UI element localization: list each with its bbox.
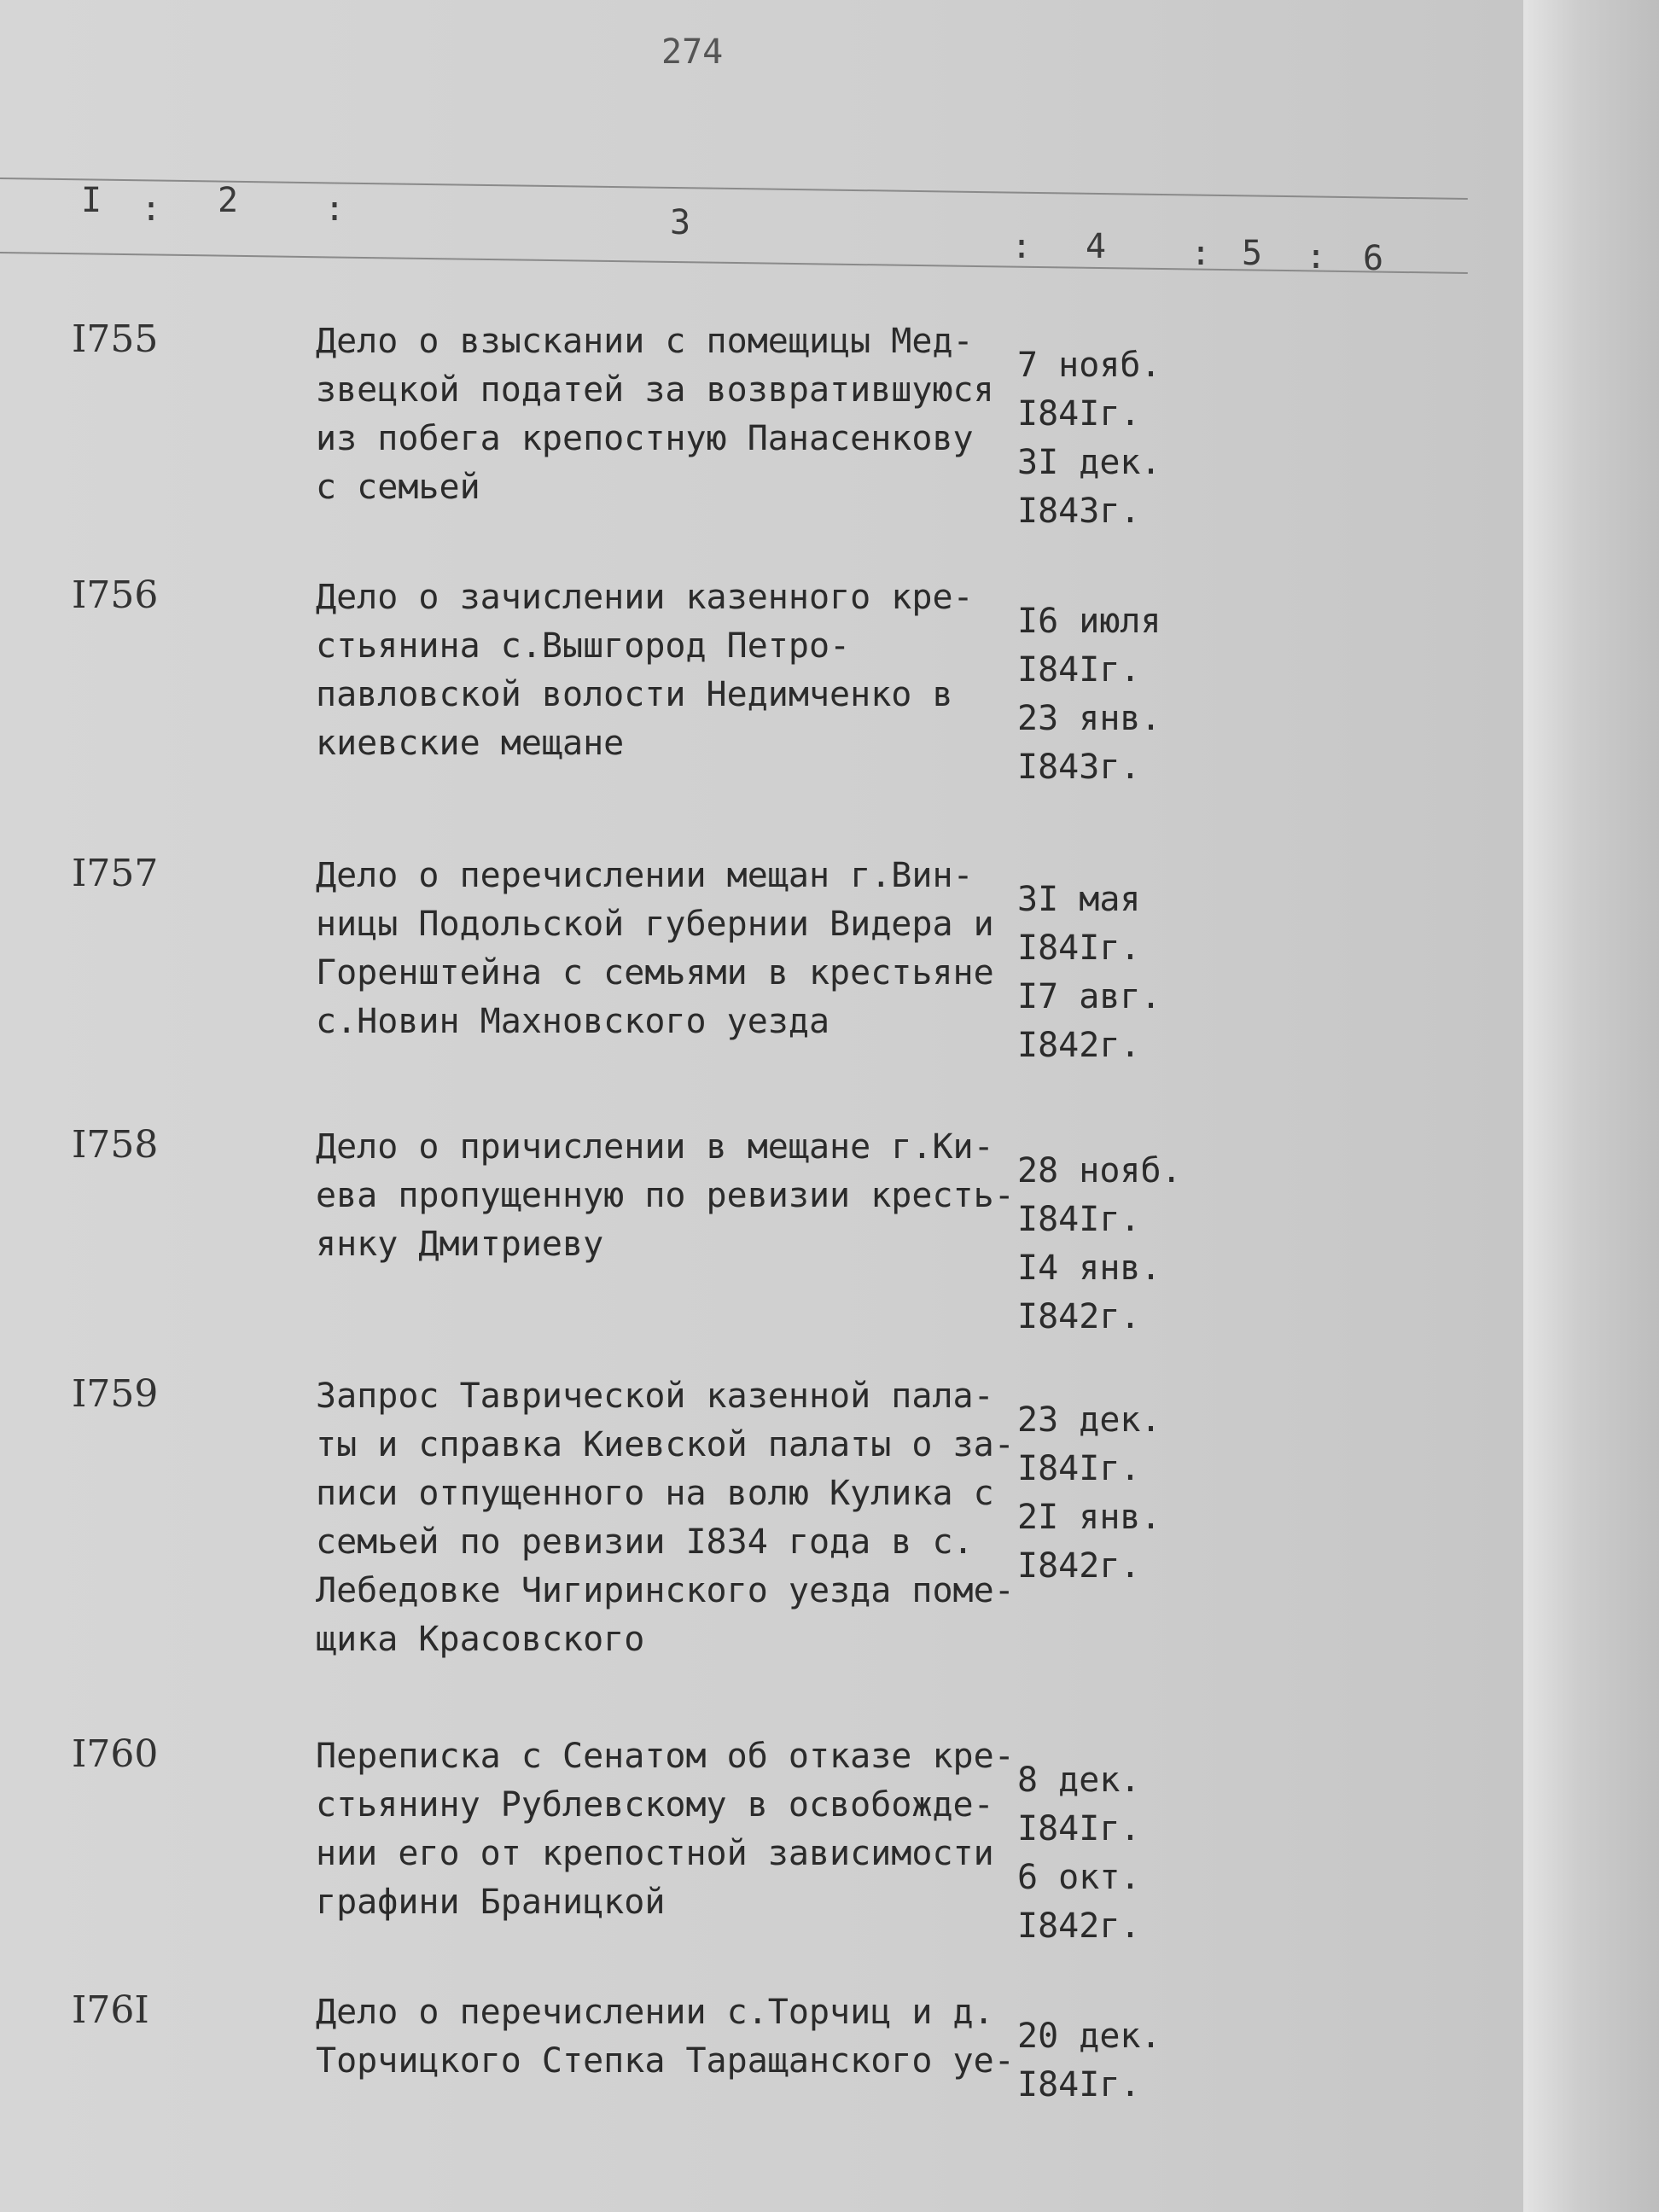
title-line: Дело о перечислении с.Торчиц и д. [316,1993,994,2032]
record-number: I757 [72,852,159,895]
date-line: I6 июля [1017,602,1161,641]
date-line: 3I мая [1017,880,1141,919]
title-line: Лебедовке Чигиринского уезда поме- [316,1571,1015,1610]
header-col-4: 4 [1086,227,1107,266]
record-number: I76I [72,1988,149,2032]
date-line: I842г. [1017,1026,1141,1065]
date-line: I84Iг. [1017,2065,1141,2104]
date-line: I84Iг. [1017,1449,1141,1488]
date-line: I84Iг. [1017,928,1141,968]
header-col-5: 5 [1242,234,1263,273]
date-line: 6 окт. [1017,1858,1141,1897]
title-line: стьянина с.Вышгород Петро- [316,626,851,666]
title-line: нии его от крепостной зависимости [316,1834,994,1873]
title-line: янку Дмитриеву [316,1225,604,1264]
title-line: Дело о взыскании с помещицы Мед- [316,322,974,361]
header-sep: : [1306,237,1327,276]
title-line: Горенштейна с семьями в крестьяне [316,953,994,992]
date-line: I843г. [1017,748,1141,787]
title-line: ницы Подольской губернии Видера и [316,905,994,944]
date-line: 23 янв. [1017,699,1161,738]
date-line: 20 дек. [1017,2017,1161,2056]
record-title [316,1123,1015,1269]
date-line: 2I янв. [1017,1498,1161,1537]
record-dates [1017,876,1161,1070]
header-col-6: 6 [1363,239,1384,278]
date-line: I84Iг. [1017,394,1141,434]
record-title [316,317,998,512]
date-line: 28 нояб. [1017,1151,1182,1190]
title-line: Переписка с Сенатом об отказе кре- [316,1737,1015,1776]
title-line: ева пропущенную по ревизии кресть- [316,1176,1015,1215]
record-number: I756 [72,573,159,617]
title-line: стьянину Рублевскому в освобожде- [316,1785,994,1825]
page-number: 274 [661,32,724,72]
title-line: Запрос Таврической казенной пала- [316,1377,994,1416]
record-title [316,1988,1015,2086]
title-line: щика Красовского [316,1620,645,1659]
title-line: Торчицкого Степка Таращанского уе- [316,2041,1015,2081]
header-col-3: 3 [670,203,691,242]
title-line: с семьей [316,468,480,507]
date-line: I84Iг. [1017,1200,1141,1239]
header-sep: : [324,189,346,229]
record-title [316,1372,1015,1664]
record-number: I759 [72,1372,159,1416]
record-dates [1017,1756,1141,1951]
date-line: I4 янв. [1017,1249,1161,1288]
record-dates [1017,1147,1182,1342]
title-line: Дело о перечислении мещан г.Вин- [316,856,974,895]
header-col-2: 2 [218,181,239,220]
record-dates [1017,341,1161,536]
title-line: Дело о причислении в мещане г.Ки- [316,1127,994,1167]
date-line: I842г. [1017,1906,1141,1946]
record-number: I758 [72,1123,159,1167]
date-line: I842г. [1017,1546,1141,1586]
title-line: из побега крепостную Панасенкову [316,419,974,458]
date-line: 7 нояб. [1017,346,1161,385]
title-line: киевские мещане [316,724,625,763]
title-line: семьей по ревизии I834 года в с. [316,1522,974,1562]
record-number: I755 [72,317,159,361]
header-col-1: I [81,181,102,220]
date-line: I84Iг. [1017,1809,1141,1848]
title-line: писи отпущенного на волю Кулика с [316,1474,994,1513]
date-line: I84Iг. [1017,650,1141,690]
header-sep: : [141,189,162,229]
record-title [316,852,998,1046]
record-dates [1017,2012,1161,2110]
title-line: звецкой податей за возвратившуюся [316,370,994,410]
date-line: I842г. [1017,1297,1141,1336]
title-line: Дело о зачислении казенного кре- [316,578,974,617]
header-sep: : [1190,234,1212,273]
record-dates [1017,1396,1161,1591]
record-title [316,573,998,768]
title-line: графини Браницкой [316,1883,666,1922]
date-line: 8 дек. [1017,1761,1141,1800]
title-line: с.Новин Махновского уезда [316,1002,830,1041]
title-line: ты и справка Киевской палаты о за- [316,1425,1015,1464]
date-line: 23 дек. [1017,1400,1161,1440]
date-line: I843г. [1017,492,1141,531]
header-sep: : [1011,227,1033,266]
page-edge [1523,0,1659,2212]
record-number: I760 [72,1732,159,1776]
date-line: 3I дек. [1017,443,1161,482]
title-line: павловской волости Недимченко в [316,675,953,714]
record-title [316,1732,1015,1927]
date-line: I7 авг. [1017,977,1161,1016]
record-dates [1017,597,1161,792]
